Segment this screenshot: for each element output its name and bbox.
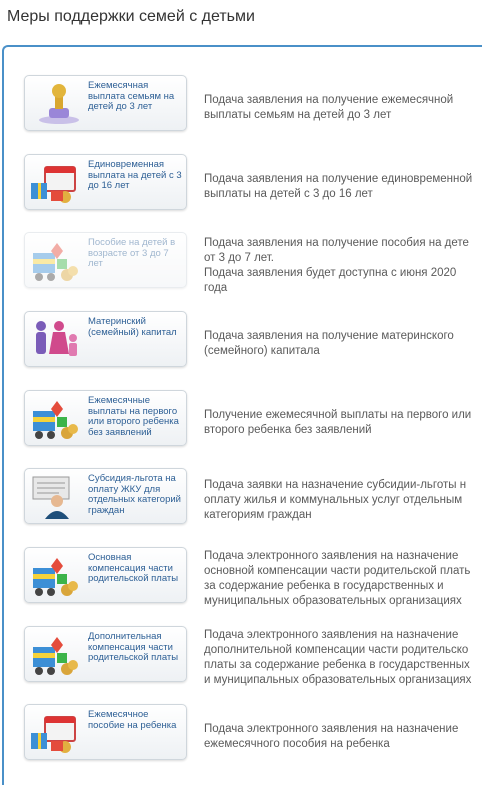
service-description-line: от 3 до 7 лет.: [204, 252, 274, 264]
service-description-line: Подача заявления на получение пособия на дете: [204, 237, 469, 249]
service-description-line: дополнительной компенсации части родительско: [204, 644, 469, 656]
document-person-icon: [29, 475, 83, 519]
service-description-line: второго ребенка без заявлений: [204, 424, 372, 436]
service-description-line: за содержание ребенка в государственных и: [204, 580, 444, 592]
service-button-label: Основная компенсация части родительской платы: [88, 552, 179, 584]
service-button: [24, 232, 187, 288]
service-button[interactable]: [24, 547, 187, 603]
stamp-icon: [29, 82, 83, 126]
service-button-label: Ежемесячные выплаты на первого или второго ребенка без заявлений: [88, 395, 179, 438]
service-button-label: Единовременная выплата на детей с 3 до 16 лет: [88, 159, 182, 191]
service-button-label: Дополнительная компенсация части родительской платы: [88, 631, 179, 663]
toys-coins-icon: [29, 554, 83, 598]
service-button[interactable]: [24, 75, 187, 131]
service-description-line: выплаты семьям на детей до 3 лет: [204, 109, 392, 121]
service-description-line: основной компенсации части родительской плать: [204, 565, 471, 577]
service-button[interactable]: [24, 468, 187, 524]
service-button[interactable]: [24, 390, 187, 446]
service-description-line: Подача заявления на получение ежемесячной: [204, 94, 454, 106]
service-description-line: Подача электронного заявления на назначение: [204, 629, 459, 641]
service-description-line: ежемесячного пособия на ребенка: [204, 738, 390, 750]
service-button-label: Материнский (семейный) капитал: [88, 316, 177, 338]
service-description-line: Получение ежемесячной выплаты на первого или: [204, 409, 472, 421]
family-icon: [29, 318, 83, 362]
service-button-label: Пособие на детей в возрасте от 3 до 7 лет: [88, 237, 176, 269]
service-description-line: оплату жилья и коммунальных услуг отдельным: [204, 494, 463, 506]
calendar-gift-icon: [29, 161, 83, 205]
service-description-line: категориям граждан: [204, 509, 312, 521]
service-button-label: Ежемесячная выплата семьям на детей до 3 лет: [88, 80, 175, 112]
service-description-line: (семейного) капитала: [204, 345, 320, 357]
service-description-line: года: [204, 282, 228, 294]
toys-coins-icon: [29, 633, 83, 677]
page-title: Меры поддержки семей с детьми: [7, 8, 255, 25]
service-description-line: платы за содержание ребенка в государственных: [204, 659, 470, 671]
service-button[interactable]: [24, 154, 187, 210]
service-description-line: Подача заявления на получение единовременной: [204, 173, 473, 185]
service-description-line: муниципальных образовательных организациях: [204, 595, 462, 607]
toys-coins-icon: [29, 397, 83, 441]
service-description-line: Подача заявления на получение материнского: [204, 330, 454, 342]
service-button[interactable]: [24, 626, 187, 682]
service-button-label: Ежемесячное пособие на ребенка: [88, 709, 177, 731]
service-button[interactable]: [24, 311, 187, 367]
service-description-line: Подача заявления будет доступна с июня 2020: [204, 267, 457, 279]
service-button[interactable]: [24, 704, 187, 760]
calendar-gift-icon: [29, 711, 83, 755]
service-description-line: и муниципальных образовательных организациях: [204, 674, 472, 686]
service-description-line: Подача электронного заявления на назначение: [204, 723, 459, 735]
toys-coins-icon: [29, 239, 83, 283]
service-description-line: Подача электронного заявления на назначение: [204, 550, 459, 562]
service-button-label: Субсидия-льгота на оплату ЖКУ для отдельных категорий граждан: [88, 473, 181, 516]
service-description-line: выплаты на детей с 3 до 16 лет: [204, 188, 373, 200]
service-description-line: Подача заявки на назначение субсидии-льготы н: [204, 479, 467, 491]
